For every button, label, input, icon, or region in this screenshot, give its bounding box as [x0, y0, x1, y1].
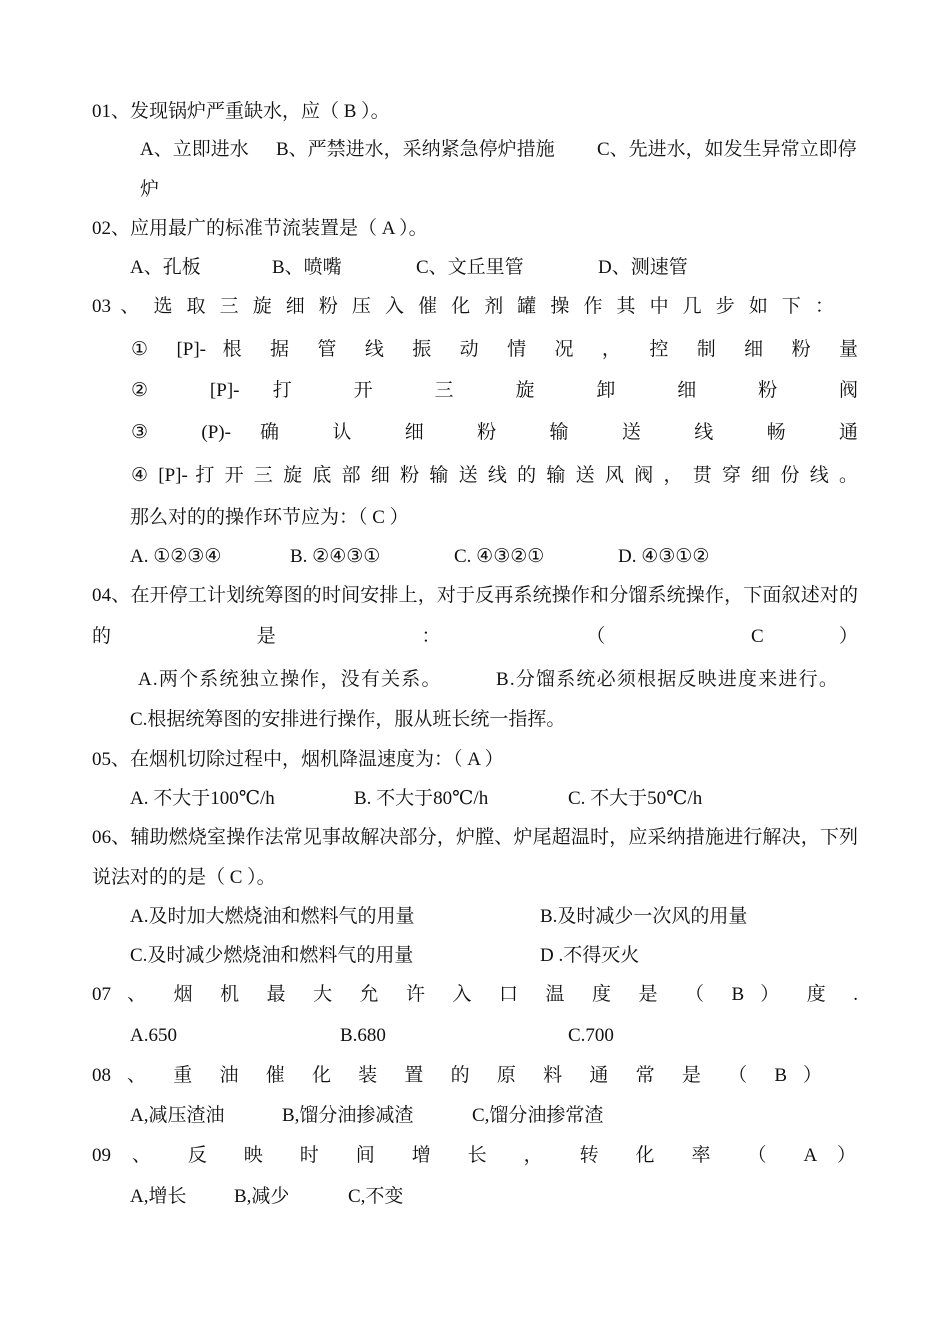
question-08 — [0, 1064, 950, 1144]
question-09-option-c: C,不变 — [348, 1186, 404, 1207]
question-01-stem: 01、发现锅炉严重缺水，应（ B ）。 — [92, 101, 390, 122]
question-01-options-wrap — [0, 178, 950, 217]
question-04-option-c: C.根据统筹图的安排进行操作，服从班长统一指挥。 — [130, 709, 566, 730]
question-04-stem-line-2: 的 是 ： （ C ） — [92, 626, 858, 647]
question-03-step-4: ④ [P]- 打 开 三 旋 底 部 细 粉 输 送 线 的 输 送 风 阀 ， 贯 穿 细 份 线 。 — [131, 465, 858, 486]
question-03-step-2: ② [P]- 打 开 三 旋 卸 细 粉 阀 — [131, 380, 858, 401]
question-03-option-d: D. ④③①② — [618, 546, 710, 567]
question-02-option-a: A、孔板 — [130, 257, 201, 278]
question-01 — [0, 100, 950, 217]
question-05-option-b: B. 不大于80℃/h — [354, 788, 489, 809]
question-03-step-1: ① [P]- 根 据 管 线 振 动 情 况 ， 控 制 细 粉 量 — [131, 339, 858, 360]
question-06-option-b: B.及时减少一次风的用量 — [540, 906, 748, 927]
question-03-stem: 03 、 选 取 三 旋 细 粉 压 入 催 化 剂 罐 操 作 其 中 几 步 如 下 ： — [92, 296, 834, 317]
question-09-option-b: B,减少 — [234, 1186, 290, 1207]
question-07-option-a: A.650 — [130, 1025, 177, 1046]
question-05-options — [0, 787, 950, 826]
question-06-stem-line-2: 说法对的的是（ C ）。 — [92, 867, 276, 888]
question-09-options — [0, 1185, 950, 1209]
question-07-option-c: C.700 — [568, 1025, 614, 1046]
question-08-option-b: B,馏分油掺减渣 — [282, 1105, 414, 1126]
question-04 — [0, 584, 950, 748]
question-03-options — [0, 545, 950, 584]
question-05-option-c: C. 不大于50℃/h — [568, 788, 703, 809]
question-07-options — [0, 1024, 950, 1064]
question-03-option-b: B. ②④③① — [290, 546, 381, 567]
question-06-option-a: A.及时加大燃烧油和燃料气的用量 — [130, 906, 415, 927]
question-01-options — [0, 138, 950, 178]
question-04-stem-line-1: 04、在开停工计划统筹图的时间安排上，对于反再系统操作和分馏系统操作，下面叙述对的 — [92, 585, 859, 606]
question-02-options — [0, 256, 950, 295]
question-06-option-d: D .不得灭火 — [540, 945, 640, 966]
question-01-option-c: C、先进水，如发生异常立即停 — [597, 139, 857, 160]
question-09 — [0, 1144, 950, 1209]
question-02-option-b: B、喷嘴 — [272, 257, 342, 278]
question-05-option-a: A. 不大于100℃/h — [130, 788, 275, 809]
question-05 — [0, 748, 950, 826]
question-08-option-a: A,减压渣油 — [130, 1105, 225, 1126]
question-03 — [0, 295, 950, 584]
question-07 — [0, 983, 950, 1064]
question-06-options-row-2 — [0, 944, 950, 983]
question-02-option-d: D、测速管 — [598, 257, 688, 278]
question-03-option-a: A. ①②③④ — [130, 546, 222, 567]
question-09-option-a: A,增长 — [130, 1186, 187, 1207]
question-04-option-b: B.分馏系统必须根据反映进度来进行。 — [496, 669, 840, 690]
question-07-option-b: B.680 — [340, 1025, 386, 1046]
question-03-step-3: ③ (P)- 确 认 细 粉 输 送 线 畅 通 — [131, 422, 858, 443]
question-03-prompt: 那么对的的操作环节应为：（ C ） — [130, 507, 409, 528]
question-01-option-a: A、立即进水 — [140, 139, 249, 160]
question-01-option-b: B、严禁进水，采纳紧急停炉措施 — [276, 139, 555, 160]
question-05-stem: 05、在烟机切除过程中，烟机降温速度为：（ A ） — [92, 749, 504, 770]
question-06-stem-line-1: 06、辅助燃烧室操作法常见事故解决部分，炉膛、炉尾超温时，应采纳措施进行解决，下列 — [92, 827, 859, 848]
question-07-stem: 07 、 烟 机 最 大 允 许 入 口 温 度 是 （ B ） 度 . — [92, 984, 858, 1005]
question-02-option-c: C、文丘里管 — [416, 257, 524, 278]
question-06 — [0, 826, 950, 983]
question-06-options-row-1 — [0, 905, 950, 944]
question-08-options — [0, 1104, 950, 1144]
question-02 — [0, 217, 950, 295]
question-03-option-c: C. ④③②① — [454, 546, 545, 567]
question-09-stem: 09 、 反 映 时 间 增 长 ， 转 化 率 （ A ） — [92, 1145, 856, 1166]
question-08-option-c: C,馏分油掺常渣 — [472, 1105, 604, 1126]
question-06-option-c: C.及时减少燃烧油和燃料气的用量 — [130, 945, 414, 966]
question-04-options-row-1 — [0, 668, 950, 708]
question-04-options-row-2 — [0, 708, 950, 748]
question-01-option-c-continued: 炉 — [140, 179, 160, 200]
question-08-stem: 08 、 重 油 催 化 装 置 的 原 料 通 常 是 （ B ） — [92, 1065, 822, 1086]
question-04-option-a: A.两个系统独立操作，没有关系。 — [138, 669, 442, 690]
question-02-stem: 02、应用最广的标准节流装置是（ A ）。 — [92, 218, 428, 239]
